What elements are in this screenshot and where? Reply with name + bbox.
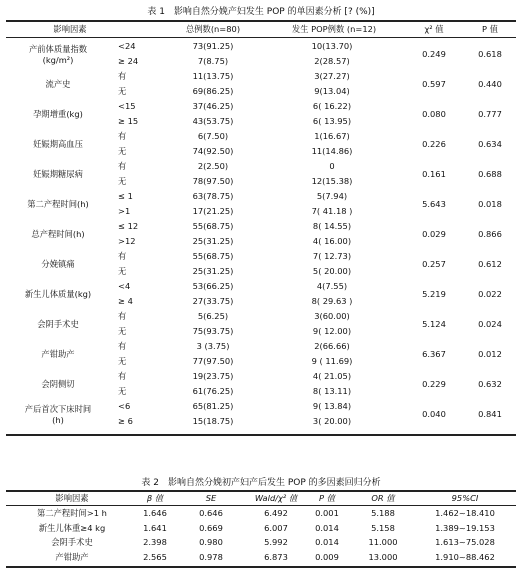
table2-header-rule bbox=[6, 505, 516, 506]
pop-count-cell: 2(66.66) bbox=[314, 341, 350, 351]
p-value: 0.618 bbox=[478, 49, 502, 59]
total-count-cell: 73(91.25) bbox=[192, 41, 234, 51]
table2-header-or: OR 值 bbox=[371, 493, 395, 503]
total-count-cell: 37(46.25) bbox=[192, 101, 234, 111]
pop-count-cell: 3( 20.00) bbox=[312, 416, 352, 426]
chi-square-value: 0.229 bbox=[422, 379, 446, 389]
ci-value: 1.613~75.028 bbox=[435, 537, 495, 547]
chi-square-value: 0.161 bbox=[422, 169, 446, 179]
chi-square-value: 0.257 bbox=[422, 259, 446, 269]
table1-header-total: 总例数(n=80) bbox=[185, 24, 241, 34]
factor-label: 妊娠期高血压 bbox=[33, 139, 83, 149]
total-count-cell: 17(21.25) bbox=[192, 206, 234, 216]
table1-header-factor: 影响因素 bbox=[53, 24, 87, 34]
total-count-cell: 55(68.75) bbox=[192, 221, 234, 231]
pop-count-cell: 7( 12.73) bbox=[312, 251, 352, 261]
beta-value: 2.565 bbox=[143, 551, 167, 562]
pop-count-cell: 9( 13.84) bbox=[312, 401, 352, 411]
p-value: 0.634 bbox=[478, 139, 502, 149]
total-count-cell: 5(6.25) bbox=[197, 311, 229, 321]
factor-label: 分娩镇痛 bbox=[41, 259, 75, 269]
pop-count-cell: 1(16.67) bbox=[314, 131, 350, 141]
table2-top-rule bbox=[6, 490, 516, 492]
factor-label: 孕期增重(kg) bbox=[33, 109, 83, 119]
chi-square-value: 6.367 bbox=[422, 349, 446, 359]
total-count-cell: 63(78.75) bbox=[192, 191, 234, 201]
total-count-cell: 43(53.75) bbox=[192, 116, 234, 126]
pop-count-cell: 9 ( 11.69) bbox=[311, 356, 353, 366]
p-value: 0.018 bbox=[478, 199, 502, 209]
table1-top-rule bbox=[6, 20, 516, 22]
pop-count-cell: 0 bbox=[329, 161, 335, 171]
table2-bottom-rule bbox=[6, 566, 516, 568]
total-count-cell: 74(92.50) bbox=[192, 146, 234, 156]
level-cell: 有 bbox=[118, 371, 127, 381]
pop-count-cell: 6( 13.95) bbox=[312, 116, 352, 126]
p-value: 0.612 bbox=[478, 259, 502, 269]
total-count-cell: 65(81.25) bbox=[192, 401, 234, 411]
total-count-cell: 2(2.50) bbox=[197, 161, 229, 171]
p-value: 0.009 bbox=[315, 551, 339, 562]
table2-header-ci: 95%CI bbox=[451, 493, 479, 503]
se-value: 0.646 bbox=[199, 508, 223, 518]
level-cell: ≥ 15 bbox=[118, 116, 139, 126]
p-value: 0.012 bbox=[478, 349, 502, 359]
pop-count-cell: 3(27.27) bbox=[314, 71, 350, 81]
level-cell: 无 bbox=[118, 356, 127, 366]
total-count-cell: 77(97.50) bbox=[192, 356, 234, 366]
factor-label: 会阴侧切 bbox=[41, 379, 75, 389]
chi-square-value: 0.040 bbox=[422, 409, 446, 419]
chi-square-value: 5.643 bbox=[422, 199, 446, 209]
wald-value: 6.492 bbox=[264, 508, 288, 518]
total-count-cell: 75(93.75) bbox=[192, 326, 234, 336]
beta-value: 2.398 bbox=[143, 537, 167, 547]
p-value: 0.001 bbox=[315, 508, 339, 518]
se-value: 0.669 bbox=[199, 522, 223, 533]
level-cell: 无 bbox=[118, 266, 127, 276]
total-count-cell: 25(31.25) bbox=[192, 236, 234, 246]
factor-label: 妊娠期糖尿病 bbox=[33, 169, 83, 179]
level-cell: <6 bbox=[118, 401, 131, 411]
pop-count-cell: 6( 16.22) bbox=[312, 101, 352, 111]
total-count-cell: 78(97.50) bbox=[192, 176, 234, 186]
pop-count-cell: 8( 14.55) bbox=[312, 221, 352, 231]
p-value: 0.866 bbox=[478, 229, 502, 239]
table1-bottom-rule bbox=[6, 434, 516, 436]
level-cell: >1 bbox=[118, 206, 131, 216]
level-cell: ≥ 24 bbox=[118, 56, 139, 66]
table2-header-factor: 影响因素 bbox=[55, 493, 89, 503]
level-cell: <4 bbox=[118, 281, 131, 291]
table2-title: 表 2 影响自然分娩初产妇产后发生 POP 的多因素回归分析 bbox=[141, 478, 381, 488]
pop-count-cell: 4( 16.00) bbox=[312, 236, 352, 246]
p-value: 0.022 bbox=[478, 289, 502, 299]
level-cell: 无 bbox=[118, 326, 127, 336]
level-cell: <15 bbox=[118, 101, 136, 111]
ci-value: 1.910~88.462 bbox=[435, 551, 495, 562]
level-cell: 有 bbox=[118, 341, 127, 351]
wald-value: 6.873 bbox=[264, 551, 288, 562]
p-value: 0.014 bbox=[315, 537, 339, 547]
table2-header-beta: β 值 bbox=[146, 493, 164, 503]
table2-header-wald: Wald/χ² 值 bbox=[254, 493, 298, 503]
total-count-cell: 19(23.75) bbox=[192, 371, 234, 381]
factor-label: 会阴手术史 bbox=[37, 319, 79, 329]
or-value: 5.188 bbox=[371, 508, 395, 518]
chi-square-value: 5.219 bbox=[422, 289, 446, 299]
factor-label: 总产程时间(h) bbox=[31, 229, 85, 239]
pop-count-cell: 12(15.38) bbox=[311, 176, 353, 186]
p-value: 0.777 bbox=[478, 109, 502, 119]
pop-count-cell: 3(60.00) bbox=[314, 311, 350, 321]
pop-count-cell: 11(14.86) bbox=[311, 146, 353, 156]
level-cell: 无 bbox=[118, 86, 127, 96]
chi-square-value: 0.597 bbox=[422, 79, 446, 89]
total-count-cell: 25(31.25) bbox=[192, 266, 234, 276]
factor-label: 第二产程时间>1 h bbox=[37, 508, 107, 518]
beta-value: 1.646 bbox=[143, 508, 167, 518]
p-value: 0.688 bbox=[478, 169, 502, 179]
or-value: 5.158 bbox=[371, 522, 395, 533]
level-cell: 有 bbox=[118, 161, 127, 171]
table1-header-chi: χ² 值 bbox=[424, 24, 444, 34]
se-value: 0.980 bbox=[199, 537, 223, 547]
pop-count-cell: 8( 13.11) bbox=[312, 386, 352, 396]
p-value: 0.632 bbox=[478, 379, 502, 389]
factor-label: 新生儿体质量(kg) bbox=[24, 289, 92, 299]
chi-square-value: 0.249 bbox=[422, 49, 446, 59]
pop-count-cell: 4(7.55) bbox=[316, 281, 348, 291]
factor-label: 产钳助产 bbox=[41, 349, 75, 359]
ci-value: 1.462~18.410 bbox=[435, 508, 495, 518]
wald-value: 5.992 bbox=[264, 537, 288, 547]
pop-count-cell: 7( 41.18 ) bbox=[311, 206, 353, 216]
total-count-cell: 27(33.75) bbox=[192, 296, 234, 306]
total-count-cell: 61(76.25) bbox=[192, 386, 234, 396]
p-value: 0.841 bbox=[478, 409, 502, 419]
level-cell: 有 bbox=[118, 311, 127, 321]
table1-header-p: P 值 bbox=[482, 24, 498, 34]
table1-header-pop: 发生 POP例数 (n=12) bbox=[291, 24, 377, 34]
p-value: 0.440 bbox=[478, 79, 502, 89]
pop-count-cell: 2(28.57) bbox=[314, 56, 350, 66]
se-value: 0.978 bbox=[199, 551, 223, 562]
total-count-cell: 6(7.50) bbox=[197, 131, 229, 141]
level-cell: ≥ 4 bbox=[118, 296, 133, 306]
level-cell: ≥ 6 bbox=[118, 416, 133, 426]
factor-label: 第二产程时间(h) bbox=[27, 199, 89, 209]
level-cell: 有 bbox=[118, 251, 127, 261]
chi-square-value: 5.124 bbox=[422, 319, 446, 329]
factor-label: 产前体质量指数 (kg/m²) bbox=[28, 44, 88, 65]
table2-header-se: SE bbox=[205, 493, 217, 503]
or-value: 11.000 bbox=[368, 537, 398, 547]
p-value: 0.014 bbox=[315, 522, 339, 533]
chi-square-value: 0.080 bbox=[422, 109, 446, 119]
pop-count-cell: 8( 29.63 ) bbox=[311, 296, 353, 306]
pop-count-cell: 10(13.70) bbox=[311, 41, 353, 51]
level-cell: <24 bbox=[118, 41, 136, 51]
total-count-cell: 11(13.75) bbox=[192, 71, 234, 81]
factor-label: 会阴手术史 bbox=[51, 537, 93, 547]
total-count-cell: 15(18.75) bbox=[192, 416, 234, 426]
table1-title: 表 1 影响自然分娩产妇发生 POP 的单因素分析 [? (%)] bbox=[147, 7, 375, 17]
table2-header-p: P 值 bbox=[319, 493, 335, 503]
ci-value: 1.389~19.153 bbox=[435, 522, 495, 533]
level-cell: 无 bbox=[118, 146, 127, 156]
factor-label: 流产史 bbox=[45, 79, 71, 89]
wald-value: 6.007 bbox=[264, 522, 288, 533]
p-value: 0.024 bbox=[478, 319, 502, 329]
pop-count-cell: 5( 20.00) bbox=[312, 266, 352, 276]
chi-square-value: 0.226 bbox=[422, 139, 446, 149]
factor-label: 产钳助产 bbox=[55, 551, 89, 562]
level-cell: 无 bbox=[118, 386, 127, 396]
level-cell: 有 bbox=[118, 131, 127, 141]
pop-count-cell: 5(7.94) bbox=[316, 191, 348, 201]
level-cell: ≤ 1 bbox=[118, 191, 133, 201]
level-cell: ≤ 12 bbox=[118, 221, 139, 231]
chi-square-value: 0.029 bbox=[422, 229, 446, 239]
total-count-cell: 69(86.25) bbox=[192, 86, 234, 96]
pop-count-cell: 4( 21.05) bbox=[312, 371, 352, 381]
pop-count-cell: 9(13.04) bbox=[314, 86, 350, 96]
factor-label: 产后首次下床时间 (h) bbox=[24, 404, 92, 425]
total-count-cell: 55(68.75) bbox=[192, 251, 234, 261]
level-cell: 无 bbox=[118, 176, 127, 186]
table1-header-rule bbox=[6, 37, 516, 38]
pop-count-cell: 9( 12.00) bbox=[312, 326, 352, 336]
level-cell: >12 bbox=[118, 236, 136, 246]
total-count-cell: 3 (3.75) bbox=[196, 341, 230, 351]
beta-value: 1.641 bbox=[143, 522, 167, 533]
or-value: 13.000 bbox=[368, 551, 398, 562]
total-count-cell: 53(66.25) bbox=[192, 281, 234, 291]
level-cell: 有 bbox=[118, 71, 127, 81]
total-count-cell: 7(8.75) bbox=[197, 56, 229, 66]
factor-label: 新生儿体重≥4 kg bbox=[38, 522, 106, 533]
